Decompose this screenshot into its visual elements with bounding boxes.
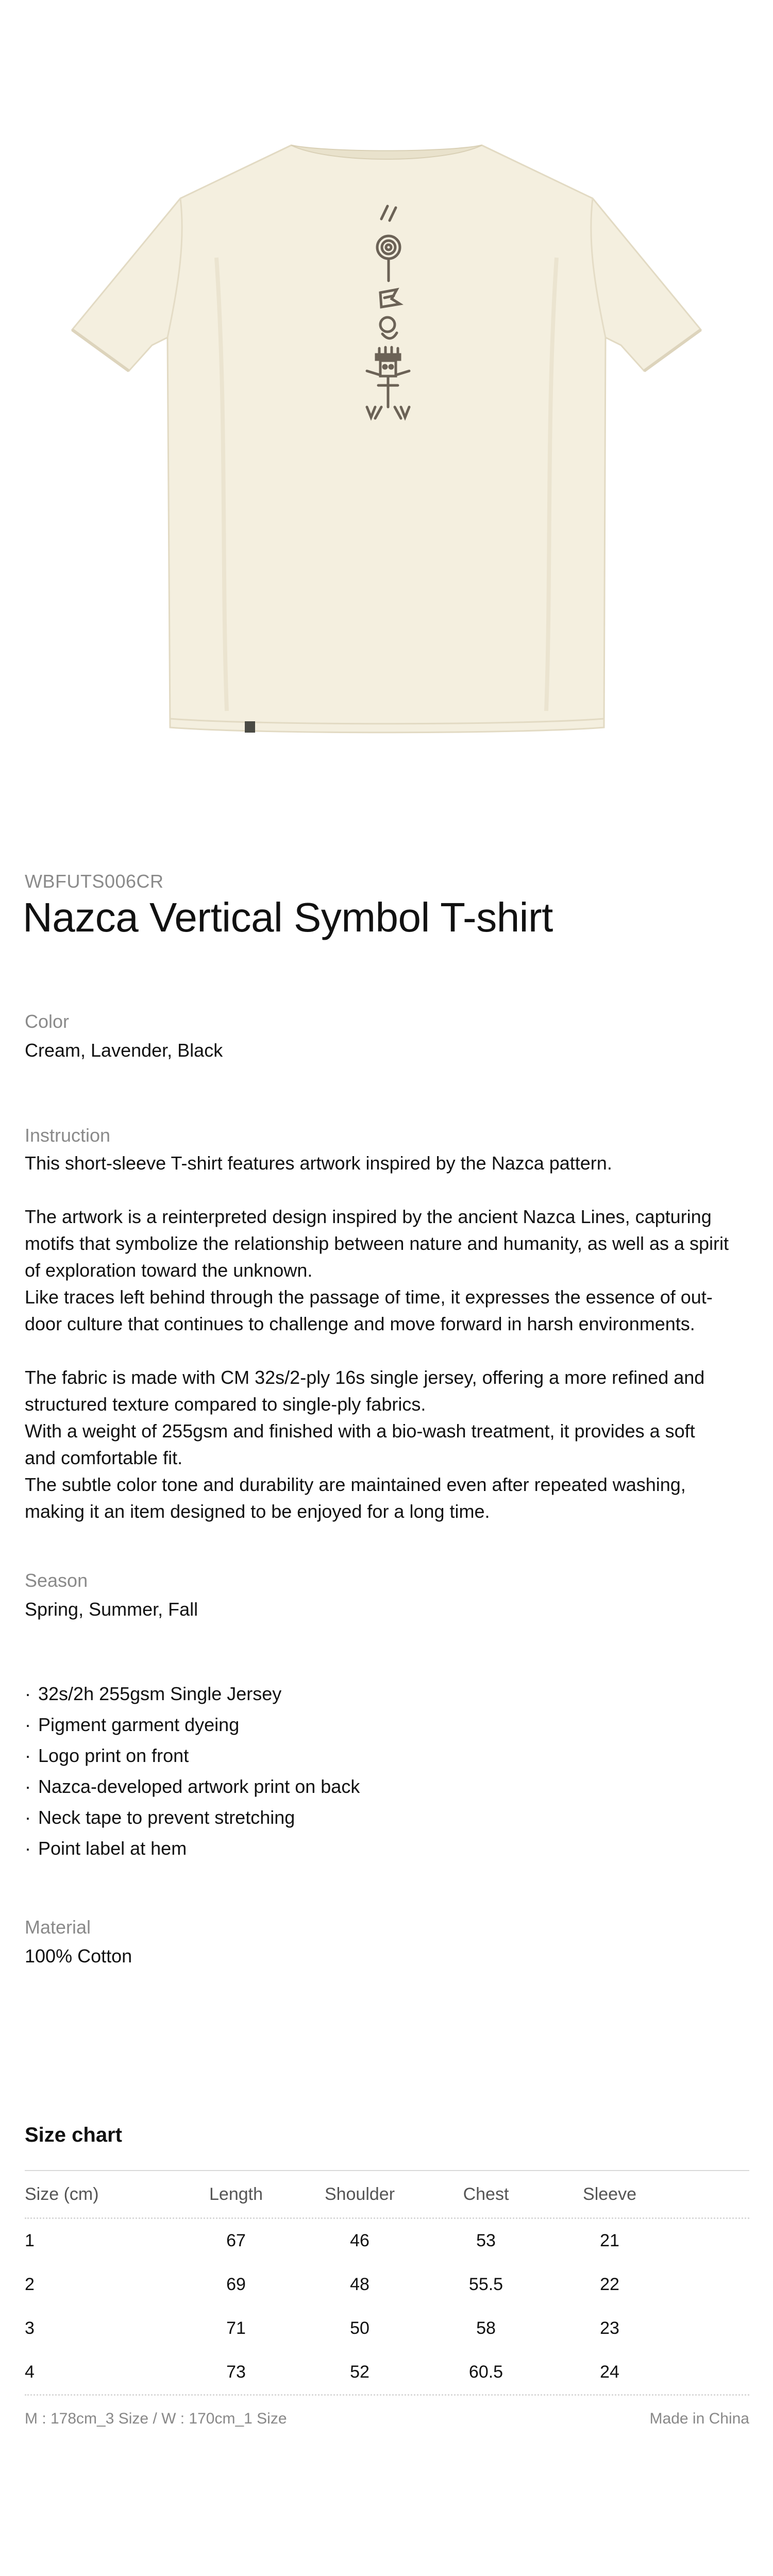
- table-cell: 46: [350, 2231, 369, 2250]
- table-cell: 24: [600, 2362, 619, 2382]
- instruction-paragraph-2: The artwork is a reinterpreted design inspired by the ancient Nazca Lines, capturing motifs that symbolize the relationship between nature and humanity, as well as a spirit of exploration toward the unknown. Like traces left behind through the passage of time, it expresses the essence of out- door culture that continues to challenge and move forward in harsh environments.: [25, 1206, 729, 1334]
- feature-item: · Pigment garment dyeing: [25, 1714, 240, 1735]
- feature-item: · Point label at hem: [25, 1838, 187, 1859]
- table-cell: 69: [226, 2275, 246, 2294]
- table-row: [25, 2307, 749, 2350]
- table-cell: 60.5: [468, 2362, 503, 2382]
- table-cell: 50: [350, 2318, 369, 2338]
- column-header: Shoulder: [324, 2184, 395, 2204]
- table-cell: 52: [350, 2362, 369, 2382]
- color-value: Cream, Lavender, Black: [25, 1040, 223, 1061]
- season-label: Season: [25, 1570, 88, 1591]
- model-size-note: M : 178cm_3 Size / W : 170cm_1 Size: [25, 2410, 287, 2427]
- column-header: Chest: [463, 2184, 509, 2204]
- table-cell: 3: [25, 2318, 35, 2338]
- instruction-paragraph-3: The fabric is made with CM 32s/2-ply 16s single jersey, offering a more refined and structured texture compared to single-ply fabrics. With a weight of 255gsm and finished with a bio-wash treatment, it provides a soft and comfortable fit. The subtle color tone and durability are maintained even after repeated washing, making it an item designed to be enjoyed for a long time.: [25, 1367, 705, 1522]
- feature-item: · Logo print on front: [25, 1745, 189, 1766]
- table-cell: 71: [226, 2318, 246, 2338]
- feature-list: [25, 1679, 360, 1864]
- table-row: [25, 2219, 749, 2263]
- table-cell: 73: [226, 2362, 246, 2382]
- color-label: Color: [25, 1011, 70, 1032]
- table-cell: 23: [600, 2318, 619, 2338]
- product-title: Nazca Vertical Symbol T-shirt: [23, 894, 553, 940]
- table-cell: 67: [226, 2231, 246, 2250]
- tshirt-illustration: [0, 0, 773, 824]
- table-cell: 48: [350, 2275, 369, 2294]
- table-row: [25, 2263, 749, 2307]
- season-value: Spring, Summer, Fall: [25, 1599, 198, 1620]
- table-cell: 4: [25, 2362, 35, 2382]
- table-header-row: [25, 2171, 749, 2217]
- instruction-paragraph-1: This short-sleeve T-shirt features artwork inspired by the Nazca pattern.: [25, 1153, 612, 1174]
- size-chart-table: [25, 2170, 749, 2428]
- table-cell: 2: [25, 2275, 35, 2294]
- column-header: Length: [209, 2184, 263, 2204]
- feature-item: · Neck tape to prevent stretching: [25, 1807, 295, 1828]
- product-image: [0, 0, 773, 824]
- table-cell: 58: [476, 2318, 496, 2338]
- table-cell: 1: [25, 2231, 35, 2250]
- product-sku: WBFUTS006CR: [25, 871, 164, 892]
- feature-item: · Nazca-developed artwork print on back: [25, 1776, 360, 1797]
- feature-item: · 32s/2h 255gsm Single Jersey: [25, 1683, 282, 1704]
- table-cell: 22: [600, 2275, 619, 2294]
- material-value: 100% Cotton: [25, 1945, 132, 1967]
- table-row: [25, 2350, 749, 2394]
- point-label: [245, 721, 255, 733]
- table-cell: 53: [476, 2231, 496, 2250]
- tshirt-back: [72, 145, 701, 733]
- size-chart-title: Size chart: [25, 2124, 122, 2146]
- table-cell: 55.5: [468, 2275, 503, 2294]
- size-chart-notes: [25, 2396, 749, 2428]
- material-label: Material: [25, 1917, 91, 1938]
- column-header: Size (cm): [25, 2184, 99, 2204]
- table-cell: 21: [600, 2231, 619, 2250]
- column-header: Sleeve: [583, 2184, 636, 2204]
- origin-note: Made in China: [649, 2410, 749, 2427]
- instruction-label: Instruction: [25, 1125, 111, 1146]
